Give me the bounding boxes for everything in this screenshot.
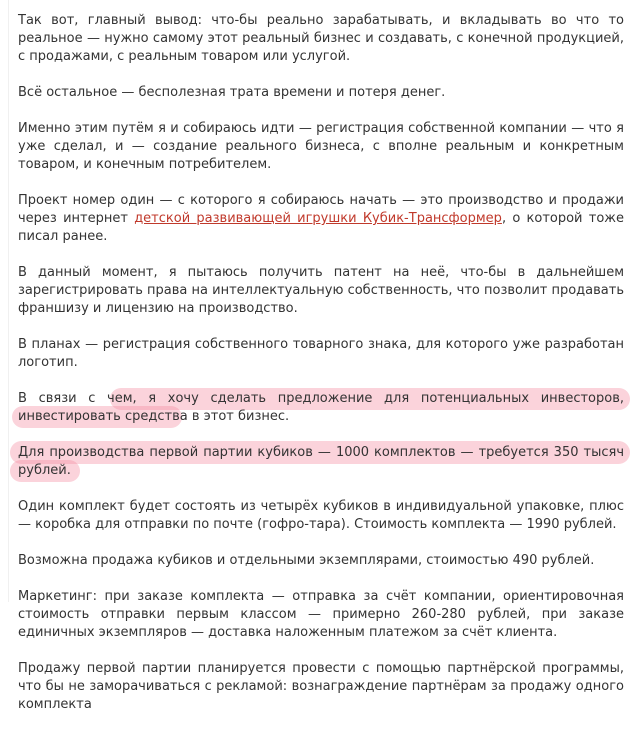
page-edge [8,0,9,602]
paragraph-trademark: В планах — регистрация собственного товарного знака, для которого уже разработан логотип. [18,337,624,370]
paragraph-investors: В связи с чем, я хочу сделать предложение для потенциальных инвесторов, инвестировать средства в этот бизнес. [18,390,624,426]
paragraph-set: Один комплект будет состоять из четырёх кубиков в индивидуальной упаковке, плюс — коробка для отправки по почте (гофро-тара). Стоимость комплекта — 1990 рублей. [18,499,624,532]
article-body [18,12,624,732]
paragraph-waste: Всё остальное — бесполезная трата времени и потеря денег. [18,85,446,100]
paragraph-project: Проект номер один — с которого я собираюсь начать — это производство и продажи через интернет детской развивающей игрушки Кубик-Трансформер, о которой тоже писал ранее. [18,193,624,244]
paragraph-partner: Продажу первой партии планируется провести с помощью партнёрской программы, что бы не заморачиваться с рекламой: вознаграждение партнёрам за продажу одного комплекта [18,661,624,712]
paragraph-funding: Для производства первой партии кубиков — 1000 комплектов — требуется 350 тысяч рублей. [18,444,624,480]
paragraph-patent: В данный момент, я пытаюсь получить патент на неё, что-бы в дальнейшем зарегистрировать права на интеллектуальную собственность, что позволит продавать франшизу и лицензию на производство. [18,265,624,316]
paragraph-single-sale: Возможна продажа кубиков и отдельными экземплярами, стоимостью 490 рублей. [18,553,595,568]
paragraph-marketing: Маркетинг: при заказе комплекта — отправка за счёт компании, ориентировочная стоимость отправки первым классом — примерно 260-280 рублей, при заказе единичных экземпляров — доставка наложенным платежом за счёт клиента. [18,589,624,640]
paragraph-company: Именно этим путём я и собираюсь идти — регистрация собственной компании — что я уже сделал, и — создание реального бизнеса, с вполне реальным и конкретным товаром, и конечным потребителем. [18,121,624,172]
toy-cube-link[interactable]: детской развивающей игрушки Кубик-Трансформер [134,211,502,226]
paragraph-conclusion: Так вот, главный вывод: что-бы реально зарабатывать, и вкладывать во что то реальное — нужно самому этот реальный бизнес и создавать, с конечной продукцией, с продажами, с реальным товаром или услугой. [18,13,624,64]
